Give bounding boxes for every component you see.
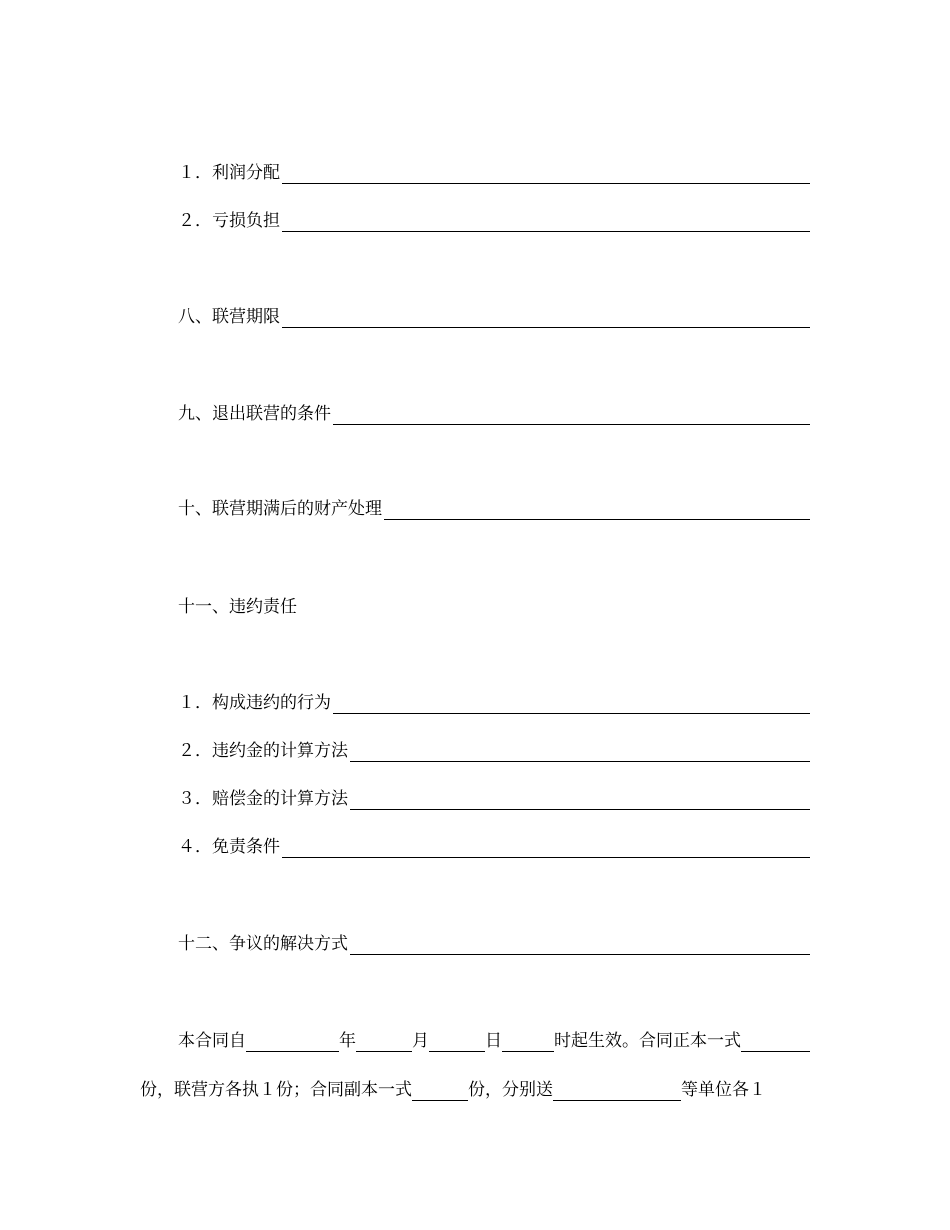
closing-text-effective: 时起生效。合同正本一式 [554, 1031, 741, 1051]
day-blank[interactable] [429, 1031, 485, 1052]
duplicate-copies-blank[interactable] [412, 1080, 468, 1101]
closing-text-from: 本合同自 [178, 1031, 246, 1051]
closing-line-1 [178, 1029, 810, 1053]
closing-text-copies: 份，联营方各执１份；合同副本一式 [140, 1080, 412, 1100]
withdraw-conditions-blank[interactable] [333, 404, 810, 425]
penalty-calc-blank[interactable] [350, 741, 810, 762]
compensation-calc-label: ３．赔偿金的计算方法 [178, 789, 348, 809]
exemption-line [178, 835, 810, 859]
breach-acts-line [178, 691, 810, 715]
property-handling-blank[interactable] [384, 499, 810, 520]
dispute-resolution-line [178, 932, 810, 956]
profit-distribution-blank[interactable] [282, 163, 810, 184]
exemption-blank[interactable] [282, 837, 810, 858]
year-blank[interactable] [246, 1031, 339, 1052]
recipient-units-blank[interactable] [553, 1080, 681, 1101]
joint-term-blank[interactable] [282, 307, 810, 328]
penalty-calc-line [178, 739, 810, 763]
loss-bearing-blank[interactable] [282, 211, 810, 232]
profit-distribution-label: １．利润分配 [178, 163, 280, 183]
loss-bearing-label: ２．亏损负担 [178, 211, 280, 231]
property-handling-label: 十、联营期满后的财产处理 [178, 499, 382, 519]
exemption-label: ４．免责条件 [178, 837, 280, 857]
closing-text-month: 月 [412, 1031, 429, 1051]
property-handling-line [178, 497, 810, 521]
closing-text-send: 份，分别送 [468, 1080, 553, 1100]
withdraw-conditions-line [178, 402, 810, 426]
compensation-calc-line [178, 787, 810, 811]
withdraw-conditions-label: 九、退出联营的条件 [178, 404, 331, 424]
profit-distribution-line [178, 161, 810, 185]
penalty-calc-label: ２．违约金的计算方法 [178, 741, 348, 761]
liability-heading: 十一、违约责任 [178, 597, 297, 617]
compensation-calc-blank[interactable] [350, 789, 810, 810]
hour-blank[interactable] [502, 1031, 554, 1052]
dispute-resolution-label: 十二、争议的解决方式 [178, 934, 348, 954]
closing-text-each: 等单位各１ [681, 1080, 766, 1100]
joint-term-line [178, 305, 810, 329]
dispute-resolution-blank[interactable] [350, 934, 810, 955]
closing-text-day: 日 [485, 1031, 502, 1051]
original-copies-blank[interactable] [741, 1031, 810, 1052]
closing-text-year: 年 [339, 1031, 356, 1051]
breach-acts-label: １．构成违约的行为 [178, 693, 331, 713]
joint-term-label: 八、联营期限 [178, 307, 280, 327]
breach-acts-blank[interactable] [333, 693, 810, 714]
closing-line-2 [140, 1078, 810, 1102]
month-blank[interactable] [356, 1031, 412, 1052]
loss-bearing-line [178, 209, 810, 233]
